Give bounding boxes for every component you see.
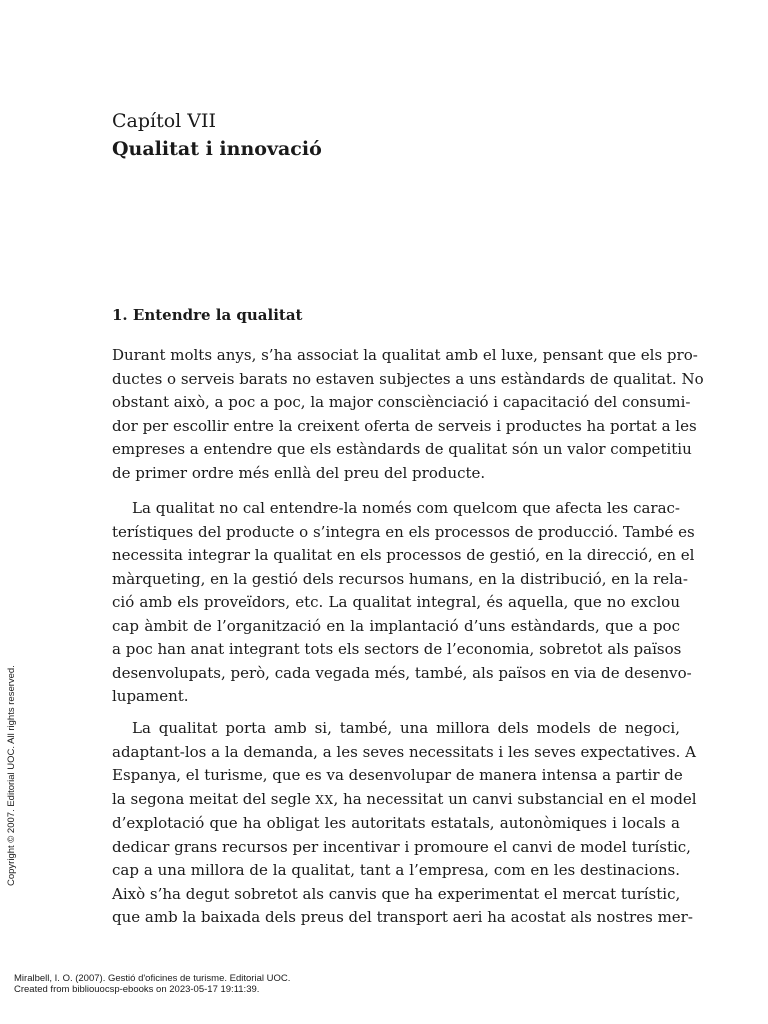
- section-heading: 1. Entendre la qualitat: [112, 306, 303, 324]
- paragraph-line: dedicar grans recursos per incentivar i promoure el canvi de model turístic,: [112, 837, 691, 856]
- paragraph-line: d’explotació que ha obligat les autoritats estatals, autonòmiques i locals a: [112, 814, 680, 832]
- paragraph-line: adaptant-los a la demanda, a les seves necessitats i les seves expectatives. A: [112, 742, 696, 761]
- paragraph-line: cap àmbit de l’organització en la implantació d’uns estàndards, que a poc: [112, 616, 680, 635]
- paragraph-line: obstant això, a poc a poc, la major consciènciació i capacitació del consumi-: [112, 393, 691, 411]
- paragraph-line: terístiques del producte o s’integra en els processos de producció. També es: [112, 522, 695, 541]
- text-segment: la segona meitat del segle: [112, 789, 316, 808]
- paragraph-line: desenvolupats, però, cada vegada més, també, als països en via de desenvo-: [112, 663, 692, 682]
- paragraph-line: de primer ordre més enllà del preu del producte.: [112, 463, 486, 482]
- paragraph-line: ció amb els proveïdors, etc. La qualitat integral, és aquella, que no exclou: [112, 593, 680, 611]
- paragraph-3: [112, 717, 697, 930]
- paragraph-line: màrqueting, en la gestió dels recursos humans, en la distribució, en la rela-: [112, 569, 688, 588]
- paragraph-line: empreses a entendre que els estàndards de qualitat són un valor competitiu: [112, 440, 692, 458]
- paragraph-line: dor per escollir entre la creixent oferta de serveis i productes ha portat a les: [112, 416, 697, 435]
- paragraph-line: que amb la baixada dels preus del transport aeri ha acostat als nostres mer-: [112, 908, 693, 926]
- chapter-title: Qualitat i innovació: [112, 138, 322, 160]
- paragraph-line: Durant molts anys, s’ha associat la qualitat amb el luxe, pensant que els pro-: [112, 346, 698, 364]
- century-numeral: XX: [315, 792, 334, 807]
- paragraph-line: La qualitat porta amb si, també, una millora dels models de negoci,: [132, 719, 680, 737]
- copyright-notice: Copyright © 2007. Editorial UOC. All rights reserved.: [6, 665, 17, 886]
- paragraph-line: Espanya, el turisme, que es va desenvolupar de manera intensa a partir de: [112, 766, 683, 784]
- paragraph-1: [112, 344, 704, 485]
- chapter-label: Capítol VII: [112, 110, 217, 132]
- paragraph-line: ductes o serveis barats no estaven subjectes a uns estàndards de qualitat. No: [112, 369, 704, 388]
- citation-text: Miralbell, I. O. (2007). Gestió d'oficines de turisme. Editorial UOC.: [14, 973, 291, 984]
- paragraph-line: [112, 788, 697, 813]
- paragraph-line: Això s’ha degut sobretot als canvis que ha experimentat el mercat turístic,: [112, 884, 681, 903]
- created-timestamp: Created from bibliouocsp-ebooks on 2023-05-17 19:11:39.: [14, 984, 260, 995]
- paragraph-line: cap a una millora de la qualitat, tant a l’empresa, com en les destinacions.: [112, 861, 680, 879]
- text-segment: , ha necessitat un canvi substancial en el model: [333, 789, 697, 808]
- paragraph-line: lupament.: [112, 687, 189, 705]
- page-footer: [14, 973, 290, 995]
- paragraph-line: La qualitat no cal entendre-la només com quelcom que afecta les carac-: [132, 499, 680, 517]
- paragraph-2: [112, 497, 695, 709]
- paragraph-line: necessita integrar la qualitat en els processos de gestió, en la direcció, en el: [112, 546, 695, 564]
- paragraph-line: a poc han anat integrant tots els sectors de l’economia, sobretot als països: [112, 640, 682, 658]
